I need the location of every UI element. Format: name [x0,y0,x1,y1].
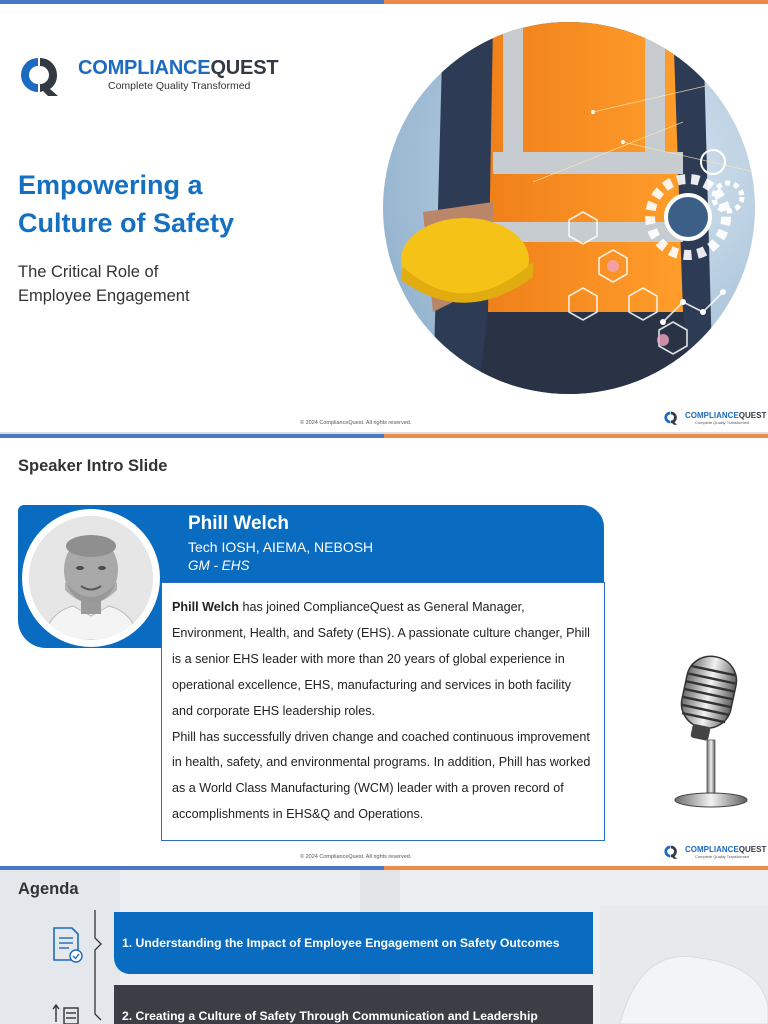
footer-brand-tagline: Complete Quality Transformed [695,419,750,425]
copyright-notice: © 2024 ComplianceQuest. All rights reserved. [300,420,412,426]
subtitle-line-1: The Critical Role of [18,263,159,281]
speaker-name: Phill Welch [188,513,290,534]
presentation-subtitle [18,260,318,308]
speaker-intro-slide [0,434,768,866]
bio-lead-name: Phill Welch [172,600,239,614]
cq-logo-icon [14,52,72,98]
slide-heading: Speaker Intro Slide [18,457,168,475]
slide-top-bar [0,0,768,4]
bio-text-1: has joined ComplianceQuest as General Manager, Environment, Health, and Safety (EHS). A passionate culture changer, Phill is a senior EHS leader with more than 20 years of global experience in operational excellence, EHS, manufacturing and services in both facility and corporate EHS leadership roles. [172,600,590,718]
checklist-document-icon [50,926,84,964]
cq-logo-icon [662,843,682,860]
bio-paragraph-1 [172,595,594,725]
speaker-avatar-frame [22,509,160,647]
speaker-role: GM - EHS [188,558,250,573]
footer-brand-accent: QUEST [738,410,767,420]
subtitle-line-2: Employee Engagement [18,287,190,305]
footer-brand-accent: QUEST [738,844,767,854]
speaker-bio [161,582,605,841]
slide-top-bar [0,434,768,438]
copyright-notice: © 2024 ComplianceQuest. All rights reserved. [300,854,412,860]
presentation-title [18,166,318,242]
speaker-photo [29,516,153,640]
footer-brand-main: COMPLIANCE [685,844,739,854]
bio-paragraph-2: Phill has successfully driven change and coached continuous improvement in health, safety, and environmental programs. In addition, Phill has worked as a World Class Manufacturing (WCM) leader with a proven record of accomplishments in EHS&Q and Operations. [172,729,591,822]
microphone-icon [666,652,756,817]
footer-brand-tagline: Complete Quality Transformed [695,853,750,859]
title-slide [0,0,768,432]
footer-logo [662,409,766,426]
agenda-slide [0,866,768,1024]
brand-tagline: Complete Quality Transformed [108,80,251,92]
footer-brand-main: COMPLIANCE [685,410,739,420]
leadership-chart-icon [50,1000,84,1024]
slide-heading: Agenda [18,880,79,898]
agenda-connector-bracket [92,910,106,1022]
speaker-credentials: Tech IOSH, AIEMA, NEBOSH [188,539,374,555]
brand-name-accent: QUEST [210,57,279,79]
title-line-1: Empowering a [18,170,203,200]
footer-logo [662,843,766,860]
compliancequest-logo [14,52,278,98]
agenda-item-2: 2. Creating a Culture of Safety Through Communication and Leadership [114,985,593,1024]
title-line-2: Culture of Safety [18,208,235,238]
agenda-item-1: 1. Understanding the Impact of Employee Engagement on Safety Outcomes [114,912,593,974]
brand-name-main: COMPLIANCE [78,57,211,79]
cq-logo-icon [662,409,682,426]
safety-worker-image [383,22,755,394]
slide-top-bar [0,866,768,870]
